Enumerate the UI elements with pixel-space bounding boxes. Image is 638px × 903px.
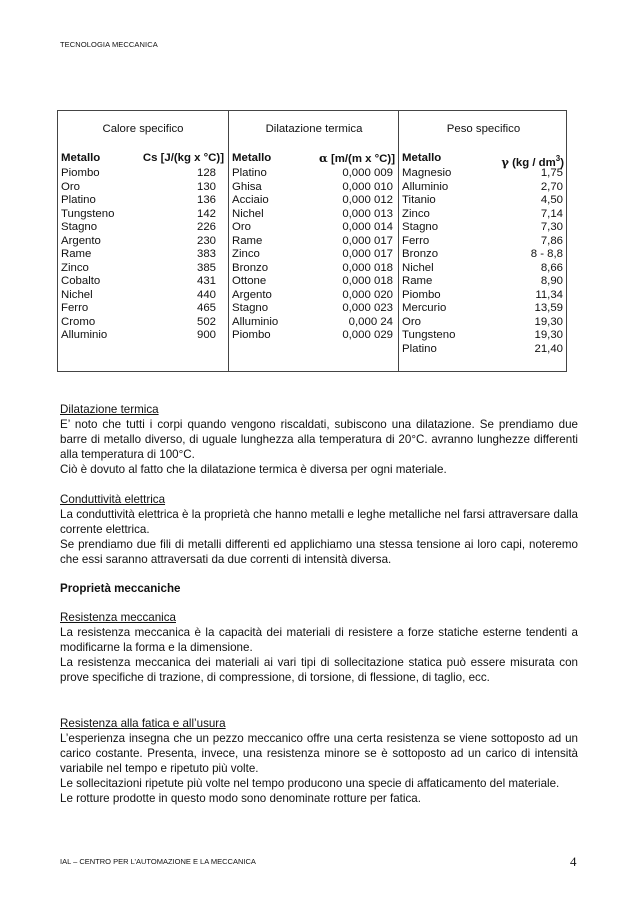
calore-row-metal: Cromo [61, 315, 96, 328]
peso-row-metal: Oro [402, 315, 421, 328]
dilatazione-row-metal: Bronzo [232, 261, 269, 274]
dilatazione-row-value: 0,000 018 [342, 275, 393, 287]
conduttivita-paragraph-1: La conduttività elettrica è la proprietà che hanno metalli e leghe metalliche nel farsi attraversare dalla corrente elettrica. [60, 508, 578, 536]
peso-row-metal: Tungsteno [402, 329, 456, 341]
peso-row [402, 181, 564, 195]
peso-row-metal: Alluminio [402, 180, 449, 193]
dilatazione-row [232, 235, 395, 249]
peso-row-metal: Piombo [402, 288, 441, 301]
resistenza-heading: Resistenza meccanica [60, 611, 176, 624]
peso-row-metal: Nichel [402, 261, 434, 274]
dilatazione-row-metal: Argento [232, 288, 272, 301]
calore-row-metal: Alluminio [61, 329, 108, 341]
peso-unit-sup: 3 [555, 154, 561, 163]
dilatazione-row-value: 0,000 020 [342, 288, 393, 301]
peso-row-value: 8 - 8,8 [530, 248, 563, 260]
section-resistenza [60, 610, 578, 685]
peso-row-value: 8,90 [540, 275, 563, 287]
calore-row-metal: Argento [61, 234, 101, 247]
dilatazione-head-metal: Metallo [232, 152, 272, 164]
dilatazione-row-metal: Acciaio [232, 194, 269, 206]
dilatazione-row [232, 316, 395, 330]
proprieta-heading: Proprietà meccaniche [60, 582, 181, 595]
dilatazione-row-value: 0,000 009 [342, 167, 393, 179]
peso-row-metal: Rame [402, 275, 433, 287]
calore-row [61, 181, 224, 195]
dilatazione-row-metal: Alluminio [232, 315, 279, 328]
peso-row [402, 208, 564, 222]
dilatazione-row [232, 302, 395, 316]
calore-row [61, 316, 224, 330]
calore-head-metal: Metallo [61, 152, 101, 164]
dilatazione-row-value: 0,000 014 [342, 221, 393, 233]
properties-table [57, 110, 567, 372]
peso-row-value: 19,30 [534, 315, 563, 328]
page-footer: IAL – CENTRO PER L’AUTOMAZIONE E LA MECCANICA [60, 857, 256, 866]
calore-row [61, 262, 224, 276]
dilatazione-row-metal: Piombo [232, 329, 271, 341]
calore-header [61, 152, 224, 166]
calore-row [61, 275, 224, 289]
calore-row-metal: Oro [61, 180, 80, 193]
section-dilatazione [60, 402, 578, 477]
dilatazione-row-value: 0,000 010 [342, 180, 393, 193]
calore-row [61, 194, 224, 208]
dilatazione-row [232, 208, 395, 222]
calore-row-value: 385 [196, 261, 216, 274]
dilatazione-row-metal: Ottone [232, 275, 267, 287]
calore-row [61, 167, 224, 181]
fatica-paragraph-1: L’esperienza insegna che un pezzo meccanico offre una certa resistenza se viene sottoposto ad un carico costante. Presenta, invece, una resistenza minore se è sottoposto ad un carico di intensità variabile nel tempo e ripetuto più volte. [60, 732, 578, 775]
peso-title: Peso specifico [446, 123, 521, 135]
calore-row-value: 230 [196, 234, 216, 247]
dilatazione-paragraph-1: E’ noto che tutti i corpi quando vengono riscaldati, subiscono una dilatazione. Se prendiamo due barre di metallo diverso, di uguale lunghezza alla temperatura di 20°C. avranno lunghezze differenti alla temperatura di 100°C. [60, 418, 578, 461]
peso-header [402, 152, 564, 169]
dilatazione-row-value: 0,000 013 [342, 207, 393, 220]
fatica-heading: Resistenza alla fatica e all’usura [60, 717, 226, 730]
calore-row-metal: Rame [61, 248, 92, 260]
dilatazione-row-value: 0,000 017 [342, 248, 393, 260]
dilatazione-row [232, 275, 395, 289]
peso-row [402, 343, 564, 357]
calore-row-metal: Platino [61, 194, 96, 206]
fatica-paragraph-2: Le sollecitazioni ripetute più volte nel tempo producono una specie di affaticamento del materiale. [60, 777, 560, 790]
dilatazione-row [232, 221, 395, 235]
dilatazione-row [232, 329, 395, 343]
calore-row [61, 235, 224, 249]
peso-row [402, 302, 564, 316]
calore-row-metal: Stagno [61, 221, 98, 233]
calore-row-metal: Tungsteno [61, 207, 115, 220]
peso-row [402, 235, 564, 249]
dilatazione-row-metal: Platino [232, 167, 267, 179]
peso-rows [402, 167, 564, 356]
fatica-paragraph-3: Le rotture prodotte in questo modo sono denominate rotture per fatica. [60, 792, 421, 805]
dilatazione-column [228, 111, 399, 371]
calore-row-value: 431 [196, 275, 216, 287]
dilatazione-row-value: 0,000 018 [342, 261, 393, 274]
calore-column [58, 111, 228, 371]
peso-row-metal: Mercurio [402, 302, 447, 314]
peso-row [402, 289, 564, 303]
dilatazione-row-metal: Oro [232, 221, 251, 233]
dilatazione-row-metal: Ghisa [232, 180, 262, 193]
dilatazione-row-value: 0,000 023 [342, 302, 393, 314]
peso-row-metal: Ferro [402, 234, 430, 247]
dilatazione-row-value: 0,000 012 [342, 194, 393, 206]
calore-row-value: 502 [196, 315, 216, 328]
dilatazione-row-metal: Nichel [232, 207, 264, 220]
section-conduttivita [60, 492, 578, 567]
peso-row-value: 4,50 [540, 194, 563, 206]
peso-row-metal: Platino [402, 342, 437, 355]
dilatazione-head-unit [319, 152, 395, 167]
peso-row-value: 7,14 [540, 207, 563, 220]
peso-row [402, 262, 564, 276]
calore-row-value: 130 [196, 180, 216, 193]
calore-row [61, 329, 224, 343]
calore-row [61, 289, 224, 303]
dilatazione-row-value: 0,000 029 [342, 329, 393, 341]
peso-unit-close: ) [560, 156, 564, 169]
alpha-symbol: α [319, 151, 328, 165]
dilatazione-header [232, 152, 395, 166]
calore-row [61, 208, 224, 222]
conduttivita-heading: Conduttività elettrica [60, 493, 166, 506]
dilatazione-heading: Dilatazione termica [60, 403, 159, 416]
dilatazione-row-metal: Stagno [232, 302, 269, 314]
peso-row [402, 329, 564, 343]
peso-row-value: 21,40 [534, 342, 563, 355]
dilatazione-row-value: 0,000 017 [342, 234, 393, 247]
dilatazione-rows [232, 167, 395, 343]
peso-row-metal: Titanio [402, 194, 436, 206]
peso-row [402, 316, 564, 330]
peso-head-metal: Metallo [402, 152, 442, 164]
calore-row-value: 128 [196, 167, 216, 179]
peso-row-value: 1,75 [540, 167, 563, 179]
peso-row-value: 11,34 [535, 288, 563, 301]
dilatazione-row [232, 167, 395, 181]
calore-rows [61, 167, 224, 343]
peso-row-value: 7,30 [540, 221, 563, 233]
peso-unit-text: (kg / dm [512, 156, 556, 169]
calore-row [61, 221, 224, 235]
dilatazione-row-metal: Zinco [232, 248, 260, 260]
calore-row-metal: Nichel [61, 288, 93, 301]
dilatazione-title: Dilatazione termica [265, 123, 363, 135]
dilatazione-row [232, 262, 395, 276]
calore-row-value: 900 [196, 329, 216, 341]
calore-row [61, 248, 224, 262]
peso-row-value: 13,59 [534, 302, 563, 314]
calore-title: Calore specifico [102, 123, 184, 135]
calore-row-value: 226 [196, 221, 216, 233]
calore-row-value: 465 [196, 302, 216, 314]
peso-row-metal: Stagno [402, 221, 439, 233]
peso-row [402, 194, 564, 208]
peso-row-metal: Magnesio [402, 167, 452, 179]
peso-row [402, 221, 564, 235]
calore-row-metal: Cobalto [61, 275, 101, 287]
dilatazione-row [232, 289, 395, 303]
resistenza-paragraph-2: La resistenza meccanica dei materiali ai vari tipi di sollecitazione statica può essere misurata con prove specifiche di trazione, di compressione, di torsione, di flessione, di taglio, ecc. [60, 656, 578, 684]
resistenza-paragraph-1: La resistenza meccanica è la capacità dei materiali di resistere a forze statiche esterne tendenti a modificarne la forma e la dimensione. [60, 626, 578, 654]
calore-row-metal: Zinco [61, 261, 89, 274]
peso-row [402, 248, 564, 262]
calore-row-metal: Ferro [61, 302, 89, 314]
page-number: 4 [570, 854, 577, 869]
peso-row [402, 275, 564, 289]
dilatazione-row [232, 194, 395, 208]
calore-row-value: 383 [196, 248, 216, 260]
peso-row-value: 7,86 [540, 234, 563, 247]
calore-row [61, 302, 224, 316]
dilatazione-paragraph-2: Ciò è dovuto al fatto che la dilatazione termica è diversa per ogni materiale. [60, 463, 447, 476]
calore-row-value: 136 [196, 194, 216, 206]
dilatazione-unit-text: [m/(m x °C)] [330, 153, 395, 165]
dilatazione-row [232, 248, 395, 262]
section-fatica [60, 716, 578, 806]
peso-column [398, 111, 568, 371]
dilatazione-row-metal: Rame [232, 234, 263, 247]
peso-row-value: 2,70 [540, 180, 563, 193]
calore-row-metal: Piombo [61, 167, 100, 179]
peso-row-value: 19,30 [534, 329, 563, 341]
calore-row-value: 440 [196, 288, 216, 301]
dilatazione-row [232, 181, 395, 195]
peso-row-metal: Zinco [402, 207, 430, 220]
peso-row-value: 8,66 [540, 261, 563, 274]
dilatazione-row-value: 0,000 24 [348, 315, 393, 328]
conduttivita-paragraph-2: Se prendiamo due fili di metalli differenti ed applichiamo una stessa tensione ai loro capi, noteremo che essi saranno attraversati da due correnti di intensità diversa. [60, 538, 578, 566]
page-header: TECNOLOGIA MECCANICA [60, 40, 158, 49]
calore-row-value: 142 [196, 207, 216, 220]
peso-row-metal: Bronzo [402, 248, 439, 260]
peso-row [402, 167, 564, 181]
gamma-symbol: γ [501, 154, 509, 169]
calore-head-unit: Cs [J/(kg x °C)] [142, 152, 224, 164]
